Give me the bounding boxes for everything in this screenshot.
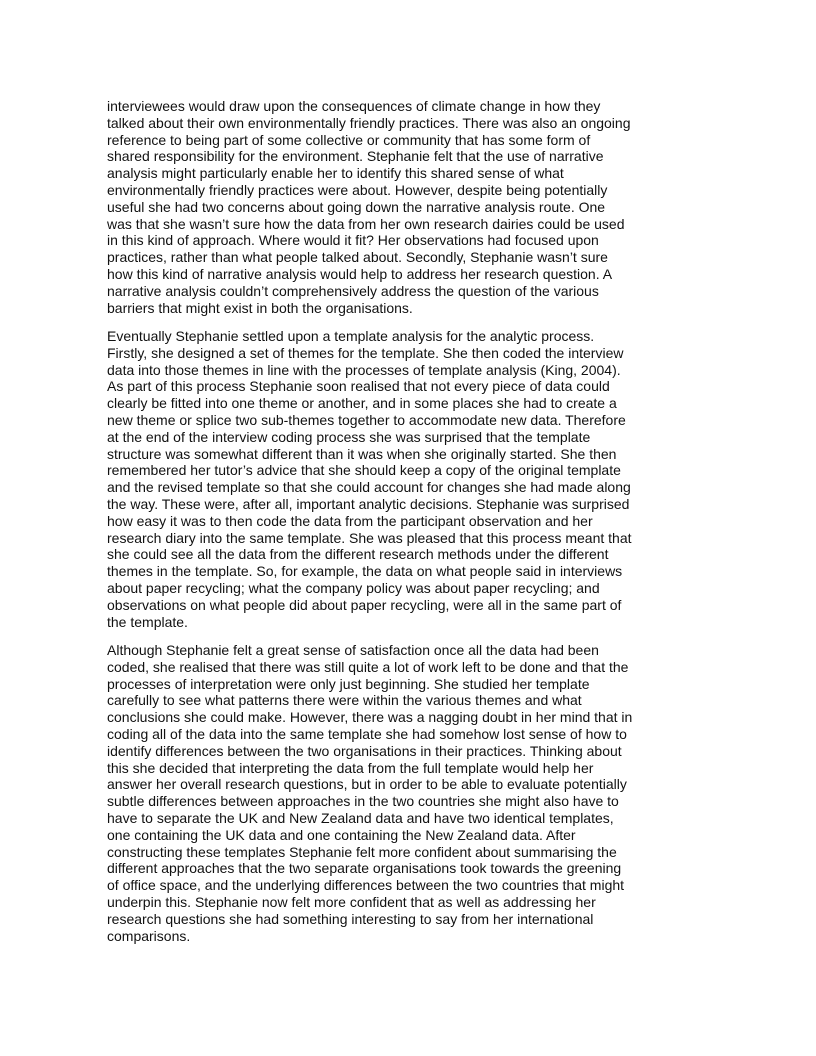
text-line: Eventually Stephanie settled upon a template analysis for the analytic process. (107, 328, 595, 344)
text-line: coded, she realised that there was still quite a lot of work left to be done and that the (107, 658, 629, 675)
text-line: research diary into the same template. She was pleased that this process meant that (107, 529, 632, 546)
paragraph-template-analysis (107, 328, 687, 630)
text-line: useful she had two concerns about going down the narrative analysis route. One (107, 198, 606, 215)
text-line: clearly be fitted into one theme or another, and in some places she had to create a (107, 395, 617, 412)
text-line: carefully to see what patterns there were within the various themes and what (107, 692, 582, 709)
text-line: remembered her tutor’s advice that she should keep a copy of the original template (107, 462, 621, 479)
text-line: subtle differences between approaches in the two countries she might also have to (107, 793, 619, 810)
text-line: answer her overall research questions, but in order to be able to evaluate potentially (107, 776, 627, 793)
text-line: the template. (107, 613, 188, 630)
text-line: constructing these templates Stephanie felt more confident about summarising the (107, 843, 617, 860)
text-line: conclusions she could make. However, there was a nagging doubt in her mind that in (107, 709, 633, 726)
text-line: about paper recycling; what the company policy was about paper recycling; and (107, 579, 600, 596)
text-line: how easy it was to then code the data from the participant observation and her (107, 512, 593, 529)
text-line: processes of interpretation were only just beginning. She studied her template (107, 675, 590, 692)
text-line: observations on what people did about paper recycling, were all in the same part of (107, 596, 622, 613)
text-line: Firstly, she designed a set of themes for the template. She then coded the interview (107, 344, 624, 361)
text-line: talked about their own environmentally friendly practices. There was also an ongoing (107, 114, 631, 131)
text-line: shared responsibility for the environment. Stephanie felt that the use of narrative (107, 148, 604, 165)
text-line: narrative analysis couldn’t comprehensively address the question of the various (107, 282, 599, 299)
text-line: of office space, and the underlying differences between the two countries that might (107, 877, 625, 894)
text-line: Although Stephanie felt a great sense of satisfaction once all the data had been (107, 642, 599, 658)
text-line: was that she wasn’t sure how the data from her own research dairies could be used (107, 215, 625, 232)
text-line: interviewees would draw upon the consequences of climate change in how they (107, 98, 601, 114)
text-line: underpin this. Stephanie now felt more confident that as well as addressing her (107, 893, 596, 910)
text-line: coding all of the data into the same template she had somehow lost sense of how to (107, 725, 627, 742)
text-line: research questions she had something interesting to say from her international (107, 910, 594, 927)
text-line: in this kind of approach. Where would it fit? Her observations had focused upon (107, 232, 599, 249)
text-line: identify differences between the two organisations in their practices. Thinking about (107, 742, 622, 759)
text-line: this she decided that interpreting the data from the full template would help her (107, 759, 594, 776)
text-line: environmentally friendly practices were about. However, despite being potentially (107, 181, 608, 198)
text-line: reference to being part of some collective or community that has some form of (107, 131, 591, 148)
text-line: themes in the template. So, for example, the data on what people said in interviews (107, 563, 623, 580)
text-line: one containing the UK data and one containing the New Zealand data. After (107, 826, 576, 843)
text-line: how this kind of narrative analysis would help to address her research question. A (107, 265, 613, 282)
text-line: As part of this process Stephanie soon realised that not every piece of data could (107, 378, 610, 395)
text-line: comparisons. (107, 927, 191, 944)
paragraph-interpretation (107, 642, 687, 944)
text-line: she could see all the data from the different research methods under the different (107, 546, 609, 563)
text-line: structure was somewhat different than it was when she originally started. She then (107, 445, 617, 462)
paragraph-narrative-analysis (107, 98, 687, 316)
text-line: barriers that might exist in both the organisations. (107, 299, 413, 316)
text-line: practices, rather than what people talked about. Secondly, Stephanie wasn’t sure (107, 249, 608, 266)
text-line: the way. These were, after all, important analytic decisions. Stephanie was surprised (107, 495, 630, 512)
text-line: at the end of the interview coding process she was surprised that the template (107, 428, 591, 445)
text-line: data into those themes in line with the processes of template analysis (King, 2004). (107, 361, 621, 378)
text-line: have to separate the UK and New Zealand data and have two identical templates, (107, 809, 614, 826)
text-line: and the revised template so that she could account for changes she had made along (107, 479, 631, 496)
text-line: new theme or splice two sub-themes together to accommodate new data. Therefore (107, 411, 626, 428)
text-line: different approaches that the two separate organisations took towards the greening (107, 860, 622, 877)
text-line: analysis might particularly enable her to identify this shared sense of what (107, 165, 564, 182)
